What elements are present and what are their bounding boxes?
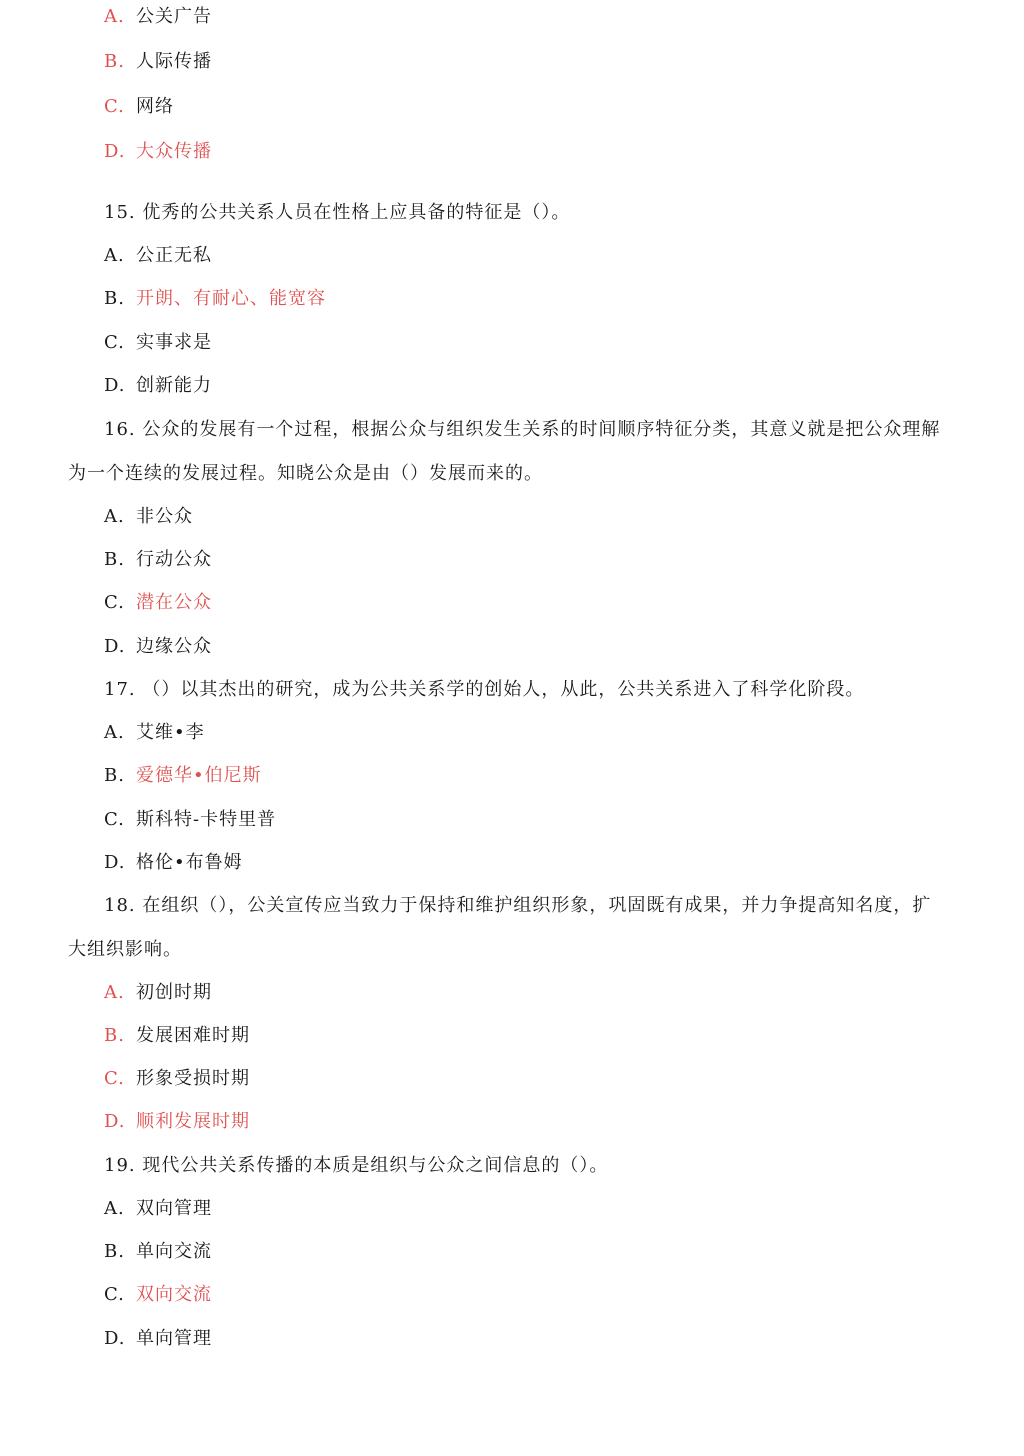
- option-letter: D.: [104, 1111, 126, 1132]
- q15-option-d: [104, 374, 212, 398]
- prev-option-c: [104, 95, 174, 119]
- q17-option-d: [104, 851, 243, 875]
- q16-option-a: [104, 505, 193, 529]
- option-letter: A.: [104, 722, 125, 743]
- question-16-stem-line1: 16. 公众的发展有一个过程，根据公众与组织发生关系的时间顺序特征分类，其意义就是把公众理解: [104, 419, 941, 440]
- option-text: 斯科特-卡特里普: [136, 809, 277, 830]
- prev-option-a: [104, 5, 212, 29]
- option-letter: B.: [104, 51, 125, 72]
- option-text: 艾维•李: [136, 722, 205, 743]
- q17-option-c: [104, 808, 276, 832]
- q17-option-b-answer: [104, 764, 262, 788]
- q18-option-b: [104, 1024, 250, 1048]
- option-text: 公关广告: [136, 6, 212, 27]
- q18-option-a: [104, 981, 212, 1005]
- option-text: 开朗、有耐心、能宽容: [136, 288, 326, 309]
- option-text: 边缘公众: [136, 636, 212, 657]
- option-letter: D.: [104, 141, 126, 162]
- option-letter: C.: [104, 592, 125, 613]
- question-18-stem-line1: 18. 在组织（），公关宣传应当致力于保持和维护组织形象，巩固既有成果，并力争提高知名度，扩: [104, 895, 932, 916]
- option-text: 格伦•布鲁姆: [136, 852, 243, 873]
- q15-option-a: [104, 244, 212, 268]
- option-letter: D.: [104, 636, 126, 657]
- option-letter: B.: [104, 1241, 125, 1262]
- prev-option-b: [104, 50, 212, 74]
- option-letter: B.: [104, 765, 125, 786]
- option-letter: C.: [104, 332, 125, 353]
- option-text: 顺利发展时期: [136, 1111, 250, 1132]
- option-text: 发展困难时期: [136, 1025, 250, 1046]
- option-letter: D.: [104, 1328, 126, 1349]
- option-letter: A.: [104, 982, 125, 1003]
- option-text: 人际传播: [136, 51, 212, 72]
- option-text: 爱德华•伯尼斯: [136, 765, 262, 786]
- q16-option-d: [104, 635, 212, 659]
- option-letter: B.: [104, 288, 125, 309]
- option-letter: C.: [104, 1068, 125, 1089]
- option-text: 网络: [136, 96, 174, 117]
- q18-option-d-answer: [104, 1110, 250, 1134]
- option-text: 初创时期: [136, 982, 212, 1003]
- q15-option-c: [104, 331, 212, 355]
- q19-option-b: [104, 1240, 212, 1264]
- q15-option-b-answer: [104, 287, 326, 311]
- option-text: 单向交流: [136, 1241, 212, 1262]
- option-letter: A.: [104, 6, 125, 27]
- option-letter: C.: [104, 809, 125, 830]
- q19-option-a: [104, 1197, 212, 1221]
- option-text: 单向管理: [136, 1328, 212, 1349]
- option-text: 双向管理: [136, 1198, 212, 1219]
- question-15-stem: 15. 优秀的公共关系人员在性格上应具备的特征是（）。: [104, 202, 571, 223]
- q19-option-c-answer: [104, 1283, 212, 1307]
- question-16-stem-line2: 为一个连续的发展过程。知晓公众是由（）发展而来的。: [68, 463, 543, 484]
- option-letter: B.: [104, 1025, 125, 1046]
- option-text: 双向交流: [136, 1284, 212, 1305]
- option-text: 潜在公众: [136, 592, 212, 613]
- option-letter: B.: [104, 549, 125, 570]
- q16-option-c-answer: [104, 591, 212, 615]
- option-letter: A.: [104, 245, 125, 266]
- option-text: 行动公众: [136, 549, 212, 570]
- question-17-stem: 17. （）以其杰出的研究，成为公共关系学的创始人，从此，公共关系进入了科学化阶段。: [104, 679, 865, 700]
- q19-option-d: [104, 1327, 212, 1351]
- prev-option-d-answer: [104, 140, 212, 164]
- option-letter: A.: [104, 1198, 125, 1219]
- option-text: 实事求是: [136, 332, 212, 353]
- option-letter: C.: [104, 1284, 125, 1305]
- question-18-stem-line2: 大组织影响。: [68, 939, 182, 960]
- option-text: 公正无私: [136, 245, 212, 266]
- option-text: 大众传播: [136, 141, 212, 162]
- option-letter: C.: [104, 96, 125, 117]
- option-letter: D.: [104, 852, 126, 873]
- option-text: 创新能力: [136, 375, 212, 396]
- q16-option-b: [104, 548, 212, 572]
- q18-option-c: [104, 1067, 250, 1091]
- option-letter: A.: [104, 506, 125, 527]
- option-text: 非公众: [136, 506, 193, 527]
- option-letter: D.: [104, 375, 126, 396]
- question-19-stem: 19. 现代公共关系传播的本质是组织与公众之间信息的（）。: [104, 1155, 609, 1176]
- q17-option-a: [104, 721, 205, 745]
- option-text: 形象受损时期: [136, 1068, 250, 1089]
